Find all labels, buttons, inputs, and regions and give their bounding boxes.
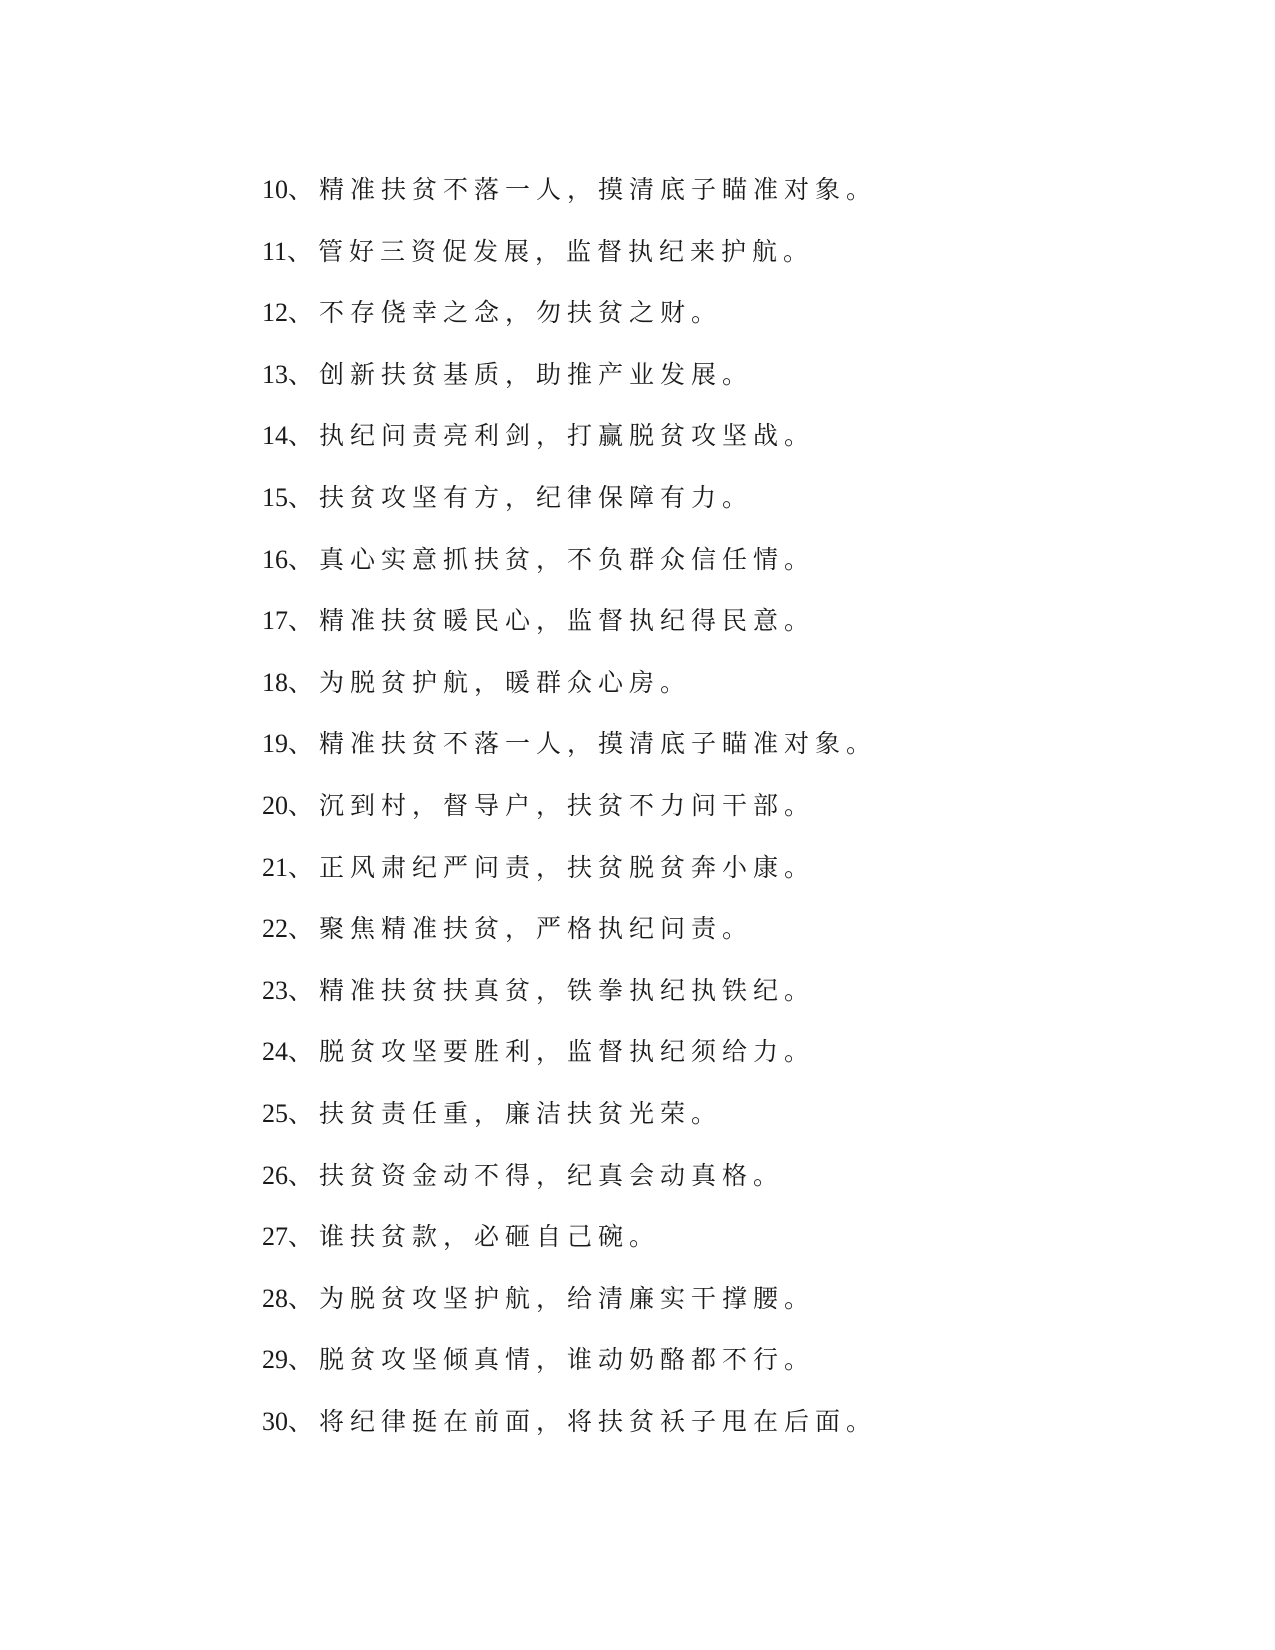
list-item <box>262 907 1162 969</box>
list-item <box>262 476 1162 538</box>
list-item <box>262 661 1162 723</box>
item-text: 、不存侥幸之念，勿扶贫之财。 <box>288 298 723 328</box>
item-number: 22 <box>262 914 288 944</box>
item-text: 、精准扶贫不落一人，摸清底子瞄准对象。 <box>288 175 878 204</box>
list-item <box>262 168 1162 230</box>
item-number: 18 <box>262 667 288 697</box>
list-item <box>262 1277 1162 1339</box>
item-number: 27 <box>262 1222 288 1252</box>
list-item <box>262 230 1162 292</box>
item-number: 25 <box>262 1098 288 1128</box>
item-number: 19 <box>262 729 288 759</box>
item-text: 、创新扶贫基质，助推产业发展。 <box>288 359 754 389</box>
list-item <box>262 1215 1162 1277</box>
list-item <box>262 846 1162 908</box>
item-number: 28 <box>262 1283 288 1313</box>
item-text: 、扶贫资金动不得，纪真会动真格。 <box>288 1160 785 1190</box>
list-item <box>262 414 1162 476</box>
item-number: 20 <box>262 790 288 820</box>
item-number: 13 <box>262 359 288 389</box>
item-text: 、脱贫攻坚要胜利，监督执纪须给力。 <box>288 1037 816 1067</box>
item-number: 10 <box>262 175 288 204</box>
list-item <box>262 291 1162 353</box>
item-number: 16 <box>262 544 288 574</box>
item-number: 11 <box>262 236 288 266</box>
list-item <box>262 538 1162 600</box>
slogan-list <box>262 168 1162 1461</box>
item-text: 、真心实意抓扶贫，不负群众信任情。 <box>288 544 816 574</box>
list-item <box>262 1030 1162 1092</box>
item-text: 、管好三资促发展，监督执纪来护航。 <box>287 236 815 266</box>
list-item <box>262 599 1162 661</box>
item-number: 21 <box>262 852 288 882</box>
list-item <box>262 353 1162 415</box>
item-text: 、聚焦精准扶贫，严格执纪问责。 <box>288 914 754 944</box>
item-number: 24 <box>262 1037 288 1067</box>
item-text: 、正风肃纪严问责，扶贫脱贫奔小康。 <box>288 852 816 882</box>
item-number: 12 <box>262 298 288 328</box>
item-text: 、扶贫攻坚有方，纪律保障有力。 <box>288 482 754 512</box>
list-item <box>262 722 1162 784</box>
item-text: 、精准扶贫不落一人，摸清底子瞄准对象。 <box>288 729 878 759</box>
item-text: 、精准扶贫扶真贫，铁拳执纪执铁纪。 <box>288 975 816 1005</box>
item-text: 、执纪问责亮利剑，打赢脱贫攻坚战。 <box>288 421 816 451</box>
list-item <box>262 1092 1162 1154</box>
item-text: 、脱贫攻坚倾真情，谁动奶酪都不行。 <box>288 1345 816 1375</box>
item-text: 、沉到村，督导户，扶贫不力问干部。 <box>288 790 816 820</box>
item-number: 14 <box>262 421 288 451</box>
item-text: 、为脱贫攻坚护航，给清廉实干撑腰。 <box>288 1283 816 1313</box>
item-number: 23 <box>262 975 288 1005</box>
item-text: 、扶贫责任重，廉洁扶贫光荣。 <box>288 1098 723 1128</box>
list-item <box>262 784 1162 846</box>
item-number: 30 <box>262 1406 288 1436</box>
item-text: 、谁扶贫款，必砸自己碗。 <box>288 1222 661 1252</box>
item-number: 15 <box>262 482 288 512</box>
list-item <box>262 1338 1162 1400</box>
item-number: 29 <box>262 1345 288 1375</box>
item-text: 、精准扶贫暖民心，监督执纪得民意。 <box>288 606 816 636</box>
item-number: 17 <box>262 606 288 636</box>
item-text: 、为脱贫护航，暖群众心房。 <box>288 667 692 697</box>
list-item <box>262 1154 1162 1216</box>
list-item <box>262 969 1162 1031</box>
item-number: 26 <box>262 1160 288 1190</box>
list-item <box>262 1400 1162 1462</box>
item-text: 、将纪律挺在前面，将扶贫袄子甩在后面。 <box>288 1406 878 1436</box>
